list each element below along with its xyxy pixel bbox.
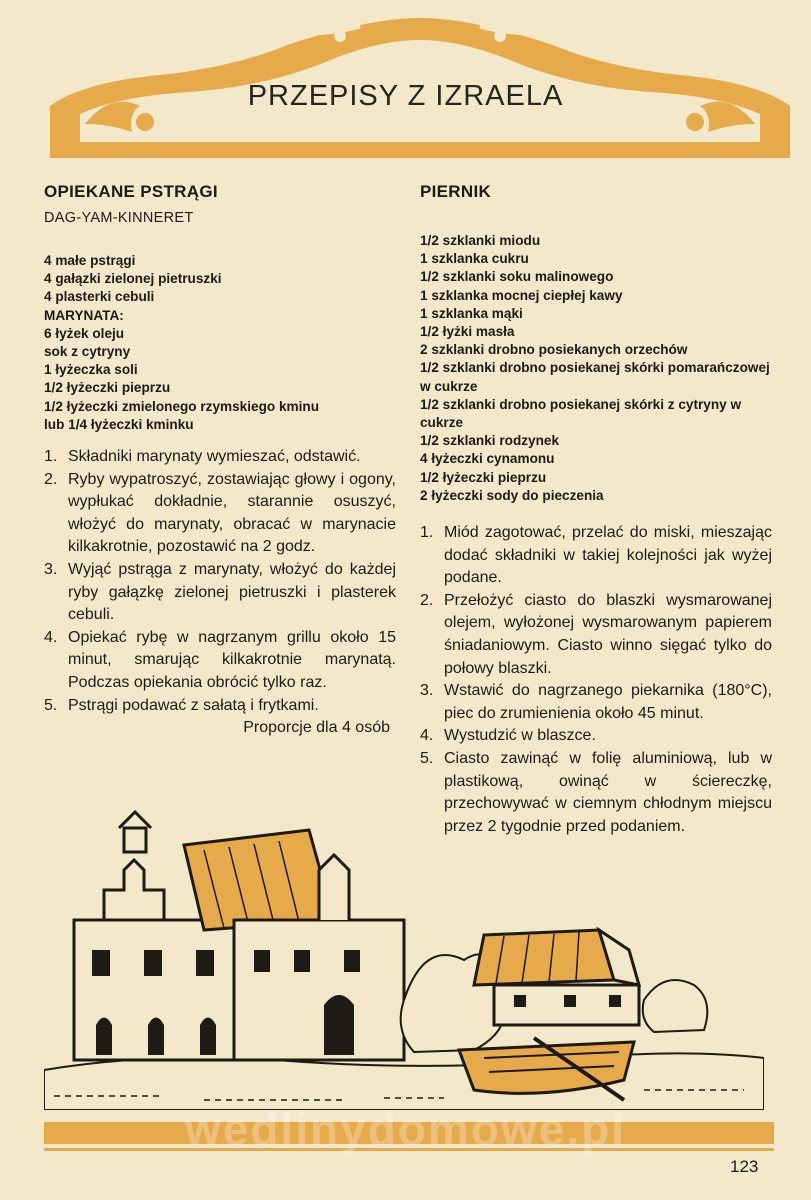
step-list	[420, 522, 772, 838]
ingredient-item: sok z cytryny	[44, 344, 131, 360]
ingredient-item: 2 łyżeczki sody do pieczenia	[420, 487, 604, 503]
ingredient-item: 4 gałązki zielonej pietruszki	[44, 271, 222, 287]
ingredient-item: 4 plasterki cebuli	[44, 289, 155, 305]
ingredient-list	[44, 252, 396, 434]
ingredient-item: 2 szklanki drobno posiekanych orzechów	[420, 342, 688, 358]
step-list	[44, 446, 396, 717]
recipe-subtitle: DAG-YAM-KINNERET	[44, 210, 194, 226]
step-text: Ciasto zawinąć w folię aluminiową, lub w plastikową, owinąć w ściereczkę, przechowywać w ciemnym chłodnym miejscu przez 2 tygodnie przed podaniem.	[444, 749, 772, 835]
step-item	[420, 590, 772, 680]
ingredient-list	[420, 232, 772, 505]
ingredient-item: 1 łyżeczka soli	[44, 362, 138, 378]
step-text: Opiekać rybę w nagrzanym grillu około 15 minut, smarując kilkakrotnie marynatą. Podczas opiekania obrócić tylko raz.	[68, 628, 396, 691]
page-number: 123	[730, 1157, 759, 1176]
step-number: 1.	[44, 448, 58, 466]
step-number: 4.	[44, 628, 58, 646]
ingredient-item: 1/2 szklanki drobno posiekanej skórki pomarańczowej w cukrze	[420, 360, 770, 394]
recipe-trout	[44, 182, 396, 740]
step-text: Przełożyć ciasto do blaszki wysmarowanej olejem, wyłożonej wysmarowanym papierem śniadaniowym. Ciasto winno sięgać tylko do połowy blaszki.	[444, 591, 772, 677]
ingredient-item: 1 szklanka mocnej ciepłej kawy	[420, 287, 623, 303]
ingredient-item: 1/2 łyżeczki pieprzu	[44, 380, 171, 396]
step-text: Wystudzić w blaszce.	[444, 727, 596, 745]
step-number: 4.	[420, 727, 434, 745]
ingredient-item: 1/2 łyżeczki pieprzu	[420, 469, 547, 485]
step-number: 5.	[420, 749, 434, 767]
step-text: Wyjąć pstrąga z marynaty, włożyć do każdej ryby gałązkę zielonej pietruszki i plasterek cebuli.	[68, 561, 396, 624]
step-text: Miód zagotować, przelać do miski, mieszając dodać składniki w takiej kolejności jak wyżej podane.	[444, 524, 772, 587]
step-text: Składniki marynaty wymieszać, odstawić.	[68, 448, 361, 466]
step-number: 3.	[44, 561, 58, 578]
watermark: wedlinydomowe.pl	[185, 1103, 626, 1155]
ingredient-item: 1 szklanka mąki	[420, 305, 523, 321]
ingredient-item: lub 1/4 łyżeczki kminku	[44, 416, 194, 432]
step-item	[44, 446, 396, 469]
step-number: 3.	[420, 682, 434, 700]
ingredient-item: 1/2 szklanki rodzynek	[420, 433, 560, 449]
step-number: 1.	[420, 524, 434, 542]
step-number: 5.	[44, 696, 58, 714]
step-item	[420, 680, 772, 725]
step-text: Ryby wypatroszyć, zostawiając głowy i ogony, wypłukać dokładnie, starannie osuszyć, włożyć do marynaty, obracać w marynacie kilkakrotnie, pozostawić na 2 godz.	[68, 470, 396, 556]
ingredient-item: 4 łyżeczki cynamonu	[420, 451, 555, 467]
step-item	[44, 469, 396, 559]
servings-note: Proporcje dla 4 osób	[243, 719, 390, 737]
recipe-gingerbread	[420, 182, 772, 838]
page-title: PRZEPISY Z IZRAELA	[247, 80, 564, 112]
ingredient-item: 1/2 szklanki soku malinowego	[420, 269, 614, 285]
ingredient-item: 1 szklanka cukru	[420, 251, 529, 267]
ingredient-item: 1/2 szklanki drobno posiekanej skórki z cytryny w cukrze	[420, 396, 742, 431]
step-text: Wstawić do nagrzanego piekarnika (180°C), piec do zrumienienia około 45 minut.	[444, 682, 772, 722]
ingredient-item: 1/2 łyżeczki zmielonego rzymskiego kminu	[44, 398, 319, 414]
recipe-title: PIERNIK	[420, 182, 492, 201]
step-item	[44, 695, 396, 718]
recipe-title: OPIEKANE PSTRĄGI	[44, 182, 218, 201]
village-illustration	[44, 800, 764, 1110]
step-item	[420, 522, 772, 590]
step-item	[420, 725, 772, 748]
ingredient-item: 1/2 łyżki masła	[420, 324, 515, 340]
step-item	[44, 559, 396, 627]
ingredient-item: 1/2 szklanki miodu	[420, 233, 541, 248]
step-number: 2.	[44, 470, 58, 488]
step-number: 2.	[420, 591, 434, 609]
ingredient-item: 6 łyżek oleju	[44, 325, 125, 341]
step-item	[44, 627, 396, 695]
step-text: Pstrągi podawać z sałatą i frytkami.	[68, 696, 319, 714]
ingredient-item: 4 małe pstrągi	[44, 253, 136, 268]
marinade-heading: MARYNATA:	[44, 307, 124, 323]
